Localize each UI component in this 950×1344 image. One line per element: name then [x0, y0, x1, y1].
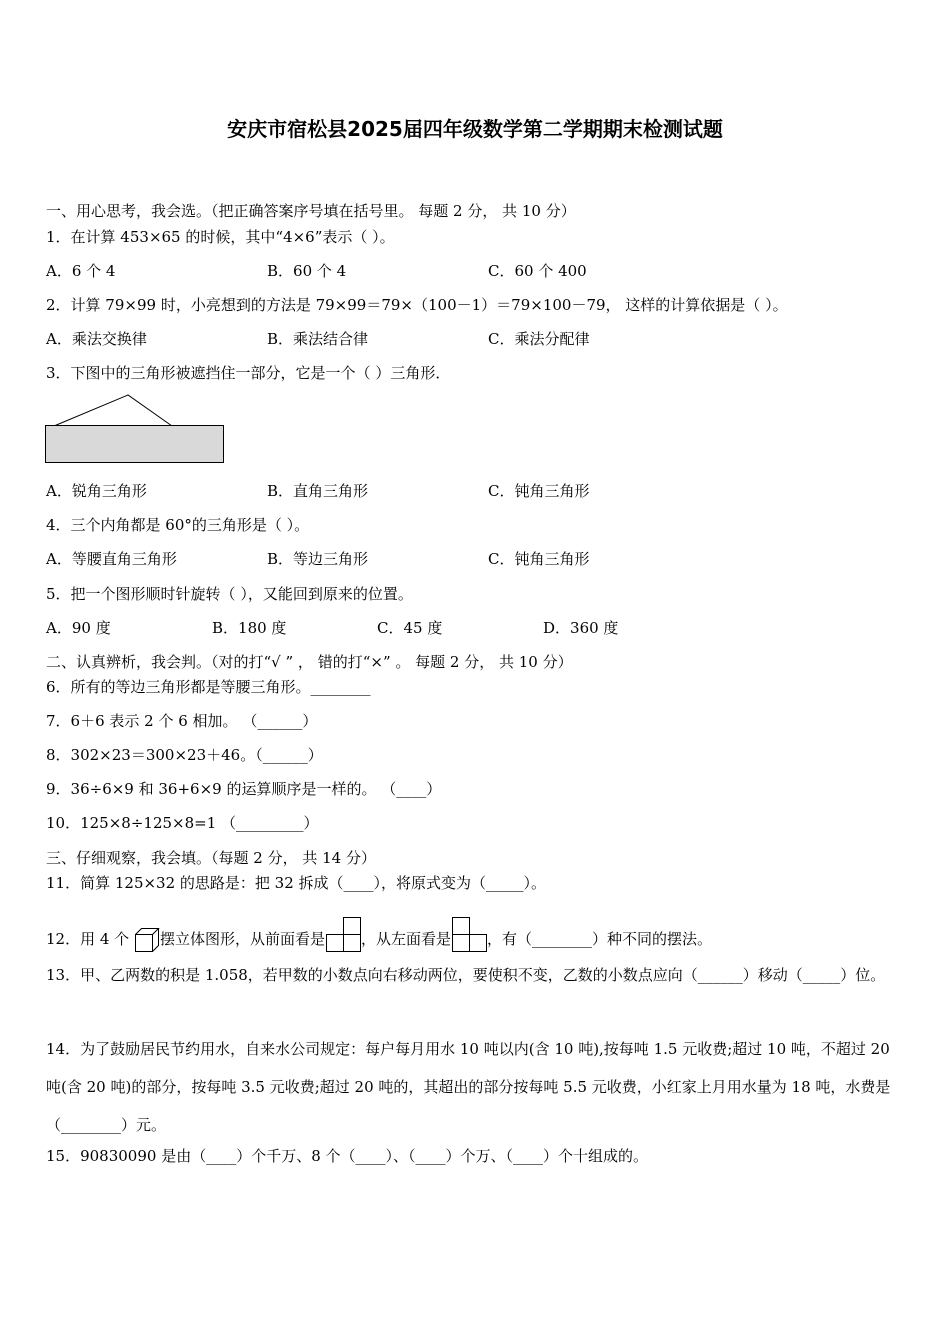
- q5-option-a: A．90 度: [46, 619, 111, 637]
- q5-option-c: C．45 度: [377, 619, 443, 637]
- q5-option-d: D．360 度: [543, 619, 619, 637]
- question-3: 3．下图中的三角形被遮挡住一部分，它是一个（ ）三角形．: [46, 364, 451, 382]
- q12-text-2: 摆立体图形，从前面看是: [159, 930, 325, 948]
- left-view-icon: [451, 916, 487, 954]
- question-4: 4．三个内角都是 60°的三角形是（ ）。: [46, 516, 310, 534]
- question-2: 2．计算 79×99 时，小亮想到的方法是 79×99＝79×（100－1）＝79×100－79， 这样的计算依据是（ ）。: [46, 296, 788, 314]
- question-1: 1．在计算 453×65 的时候，其中“4×6”表示（ ）。: [46, 228, 395, 246]
- q1-option-a: A．6 个 4: [46, 262, 116, 280]
- question-10: 10．125×8÷125×8=1 （_________）: [46, 814, 319, 832]
- q3-option-b: B．直角三角形: [267, 482, 369, 500]
- question-8: 8．302×23＝300×23＋46。（______）: [46, 746, 323, 764]
- q1-option-b: B．60 个 4: [267, 262, 347, 280]
- q3-option-c: C．钝角三角形: [488, 482, 590, 500]
- q12-text-1: 12．用 4 个: [46, 930, 130, 948]
- question-15: 15．90830090 是由（____）个千万、8 个（____）、（____）个万、（____）个十组成的。: [46, 1147, 649, 1165]
- question-9: 9．36÷6×9 和 36+6×9 的运算顺序是一样的。 （____）: [46, 780, 442, 798]
- q5-option-b: B．180 度: [212, 619, 287, 637]
- triangle-outline: [54, 395, 172, 426]
- q1-option-c: C．60 个 400: [488, 262, 587, 280]
- cover-rectangle: [46, 426, 224, 463]
- question-12: [46, 916, 712, 954]
- question-14: 14．为了鼓励居民节约用水，自来水公司规定：每户每月用水 10 吨以内(含 10 吨),按每吨 1.5 元收费;超过 10 吨，不超过 20 吨(含 20 吨)的部分，按每吨 3.5 元收费;超过 20 吨的，其超出的部分按每吨 5.5 元收费，小红家上月用水量为 18 吨，水费是（________）元。: [46, 1040, 891, 1134]
- q4-option-c: C．钝角三角形: [488, 550, 590, 568]
- q12-text-3: ，从左面看是: [360, 930, 451, 948]
- question-7: 7．6＋6 表示 2 个 6 相加。 （______）: [46, 712, 318, 730]
- q2-option-a: A．乘法交换律: [46, 330, 147, 348]
- q3-option-a: A．锐角三角形: [46, 482, 147, 500]
- question-6: 6．所有的等边三角形都是等腰三角形。________: [46, 678, 371, 696]
- q4-option-a: A．等腰直角三角形: [46, 550, 177, 568]
- q2-option-c: C．乘法分配律: [488, 330, 590, 348]
- question-11: 11．简算 125×32 的思路是：把 32 拆成（____），将原式变为（_____）。: [46, 874, 547, 892]
- section-3-heading: 三、仔细观察，我会填。（每题 2 分， 共 14 分）: [46, 849, 376, 867]
- section-1-heading: 一、用心思考，我会选。（把正确答案序号填在括号里。 每题 2 分， 共 10 分）: [46, 202, 576, 220]
- hidden-triangle-figure: [44, 392, 226, 466]
- q4-option-b: B．等边三角形: [267, 550, 369, 568]
- q12-text-4: ，有（________）种不同的摆法。: [486, 930, 712, 948]
- front-view-icon: [325, 916, 361, 954]
- question-5: 5．把一个图形顺时针旋转（ ），又能回到原来的位置。: [46, 585, 413, 603]
- section-2-heading: 二、认真辨析，我会判。（对的打“√ ” ， 错的打“×” 。 每题 2 分， 共 10 分）: [46, 653, 573, 671]
- cube-icon: [134, 927, 160, 953]
- q2-option-b: B．乘法结合律: [267, 330, 369, 348]
- question-13: 13．甲、乙两数的积是 1.058，若甲数的小数点向右移动两位，要使积不变，乙数的小数点应向（______）移动（_____）位。: [46, 966, 886, 984]
- page-title: 安庆市宿松县2025届四年级数学第二学期期末检测试题: [227, 117, 723, 141]
